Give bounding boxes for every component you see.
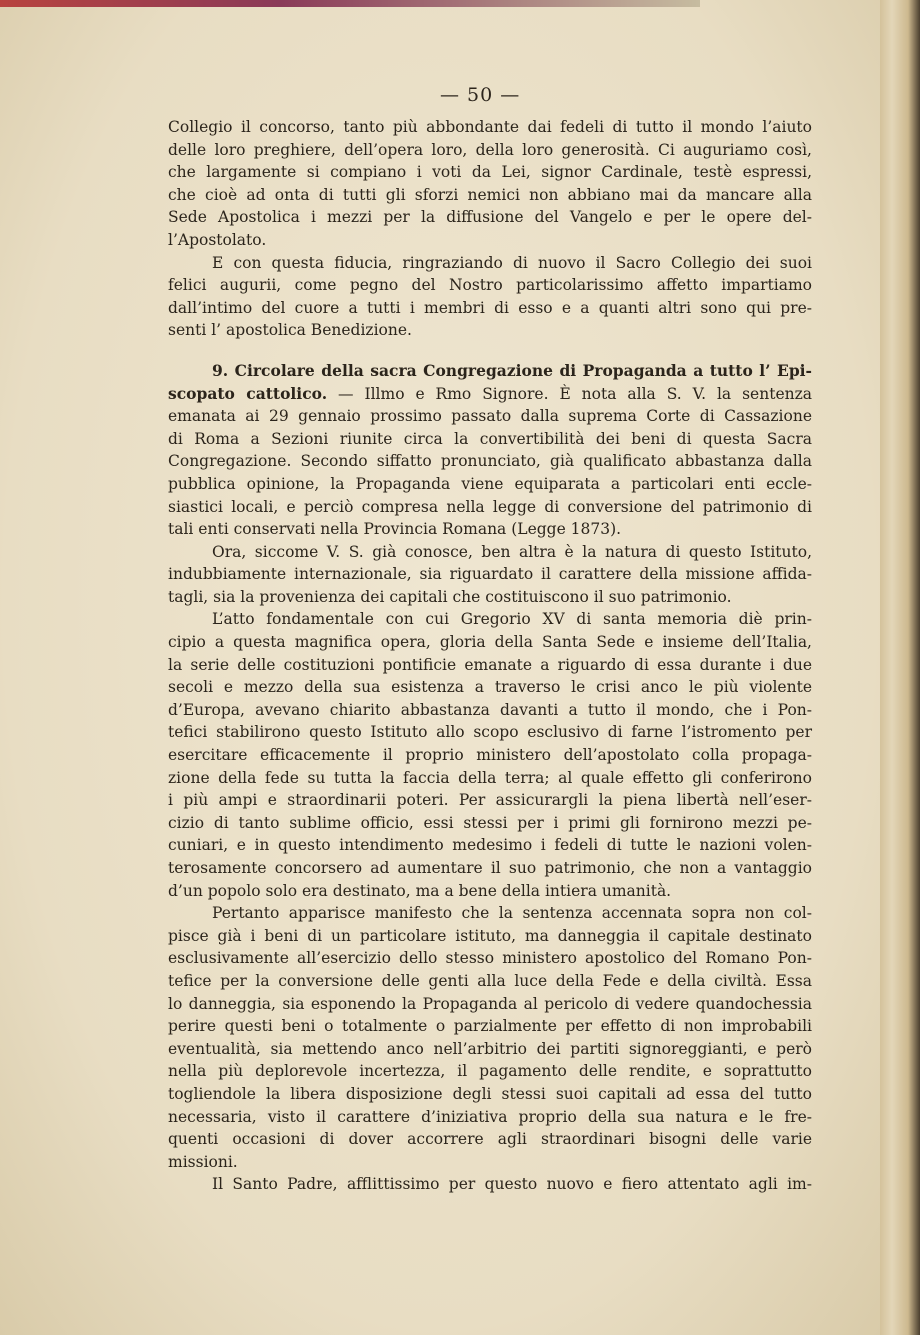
text-line: cuniari, e in questo intendimento medesimo i fedeli di tutte le nazioni volen- xyxy=(168,836,812,855)
text-line: eventualità, sia mettendo anco nell’arbitrio dei partiti signoreggianti, e però xyxy=(168,1039,812,1058)
text-line: i più ampi e straordinarii poteri. Per assicurargli la piena libertà nell’eser- xyxy=(168,791,812,810)
text-line: Sede Apostolica i mezzi per la diffusione del Vangelo e per le opere del- xyxy=(168,208,812,227)
section-heading-bold: scopato cattolico. xyxy=(168,383,328,403)
text-line: dall’intimo del cuore a tutti i membri di esso e a quanti altri sono qui pre- xyxy=(168,298,812,317)
text-line: zione della fede su tutta la faccia della terra; al quale effetto gli conferirono xyxy=(168,768,812,787)
text-line: esclusivamente all’esercizio dello stesso ministero apostolico del Romano Pon- xyxy=(168,949,812,968)
text-line: perire questi beni o totalmente o parzialmente per effetto di non improbabili xyxy=(168,1017,812,1036)
section-heading-bold: 9. Circolare della sacra Congregazione di Propaganda a tutto l’ Epi- xyxy=(212,360,812,380)
text-line: la serie delle costituzioni pontificie emanate a riguardo di essa durante i due xyxy=(168,655,812,674)
text-line: Il Santo Padre, afflittissimo per questo nuovo e fiero attentato agli im- xyxy=(212,1175,812,1194)
text-line: delle loro preghiere, dell’opera loro, della loro generosità. Ci auguriamo così, xyxy=(168,140,812,159)
text-line: cipio a questa magnifica opera, gloria della Santa Sede e insieme dell’Italia, xyxy=(168,633,812,652)
text-line: tagli, sia la provenienza dei capitali che costituiscono il suo patrimonio. xyxy=(168,587,732,606)
text-line: missioni. xyxy=(168,1152,238,1171)
text-line xyxy=(168,383,812,406)
text-line: che cioè ad onta di tutti gli sforzi nemici non abbiano mai da mancare alla xyxy=(168,185,812,204)
text-line: indubbiamente internazionale, sia riguardato il carattere della missione affida- xyxy=(168,565,812,584)
text-line: L’atto fondamentale con cui Gregorio XV di santa memoria diè prin- xyxy=(212,610,812,629)
text-line: tefici stabilirono questo Istituto allo scopo esclusivo di farne l’istromento per xyxy=(168,723,812,742)
page-body-text xyxy=(168,116,812,1196)
text-line: E con questa fiducia, ringraziando di nuovo il Sacro Collegio dei suoi xyxy=(212,253,812,272)
text-line: senti l’ apostolica Benedizione. xyxy=(168,321,412,340)
text-line: l’Apostolato. xyxy=(168,230,267,249)
text-line: tali enti conservati nella Provincia Romana (Legge 1873). xyxy=(168,520,622,539)
text-line: pisce già i beni di un particolare istituto, ma danneggia il capitale destinato xyxy=(168,926,812,945)
text-line: di Roma a Sezioni riunite circa la convertibilità dei beni di questa Sacra xyxy=(168,429,812,448)
text-line: emanata ai 29 gennaio prossimo passato dalla suprema Corte di Cassazione xyxy=(168,407,812,426)
text-line: siastici locali, e perciò compresa nella legge di conversione del patrimonio di xyxy=(168,497,812,516)
text-line: lo danneggia, sia esponendo la Propaganda al pericolo di vedere quandochessia xyxy=(168,994,812,1013)
text-line: Congregazione. Secondo siffatto pronunciato, già qualificato abbastanza dalla xyxy=(168,452,812,471)
text-line: felici augurii, come pegno del Nostro particolarissimo affetto impartiamo xyxy=(168,276,812,295)
paragraph-gap xyxy=(168,342,812,360)
text-line: tefice per la conversione delle genti alla luce della Fede e della civiltà. Essa xyxy=(168,971,812,990)
text-line: Collegio il concorso, tanto più abbondante dai fedeli di tutto il mondo l’aiuto xyxy=(168,118,812,136)
text-line: Pertanto apparisce manifesto che la sentenza accennata sopra non col- xyxy=(212,904,812,923)
text-line: cizio di tanto sublime officio, essi stessi per i primi gli fornirono mezzi pe- xyxy=(168,813,812,832)
text-line: d’un popolo solo era destinato, ma a bene della intiera umanità. xyxy=(168,881,672,900)
text-line: nella più deplorevole incertezza, il pagamento delle rendite, e soprattutto xyxy=(168,1062,812,1081)
text-line: terosamente concorsero ad aumentare il suo patrimonio, che non a vantaggio xyxy=(168,859,812,877)
text-line: necessaria, visto il carattere d’iniziativa proprio della sua natura e le fre- xyxy=(168,1107,812,1126)
page-number: — 50 — xyxy=(440,84,521,106)
text-line: secoli e mezzo della sua esistenza a traverso le crisi anco le più violente xyxy=(168,678,812,697)
text-line: Ora, siccome V. S. già conosce, ben altra è la natura di questo Istituto, xyxy=(212,542,812,561)
text-line: quenti occasioni di dover accorrere agli straordinari bisogni delle varie xyxy=(168,1130,812,1149)
text-line: pubblica opinione, la Propaganda viene equiparata a particolari enti eccle- xyxy=(168,474,812,493)
text-span: — Illmo e Rmo Signore. È nota alla S. V. la sentenza xyxy=(327,384,813,403)
text-line: che largamente si compiano i voti da Lei, signor Cardinale, testè espressi, xyxy=(168,163,812,182)
book-gutter-edge xyxy=(880,0,920,1335)
text-line: esercitare efficacemente il proprio ministero dell’apostolato colla propaga- xyxy=(168,746,812,765)
text-line: togliendole la libera disposizione degli stessi suoi capitali ad essa del tutto xyxy=(168,1084,812,1103)
page-top-band xyxy=(0,0,700,7)
section-heading-line xyxy=(168,360,812,383)
text-line: d’Europa, avevano chiarito abbastanza davanti a tutto il mondo, che i Pon- xyxy=(168,700,812,719)
